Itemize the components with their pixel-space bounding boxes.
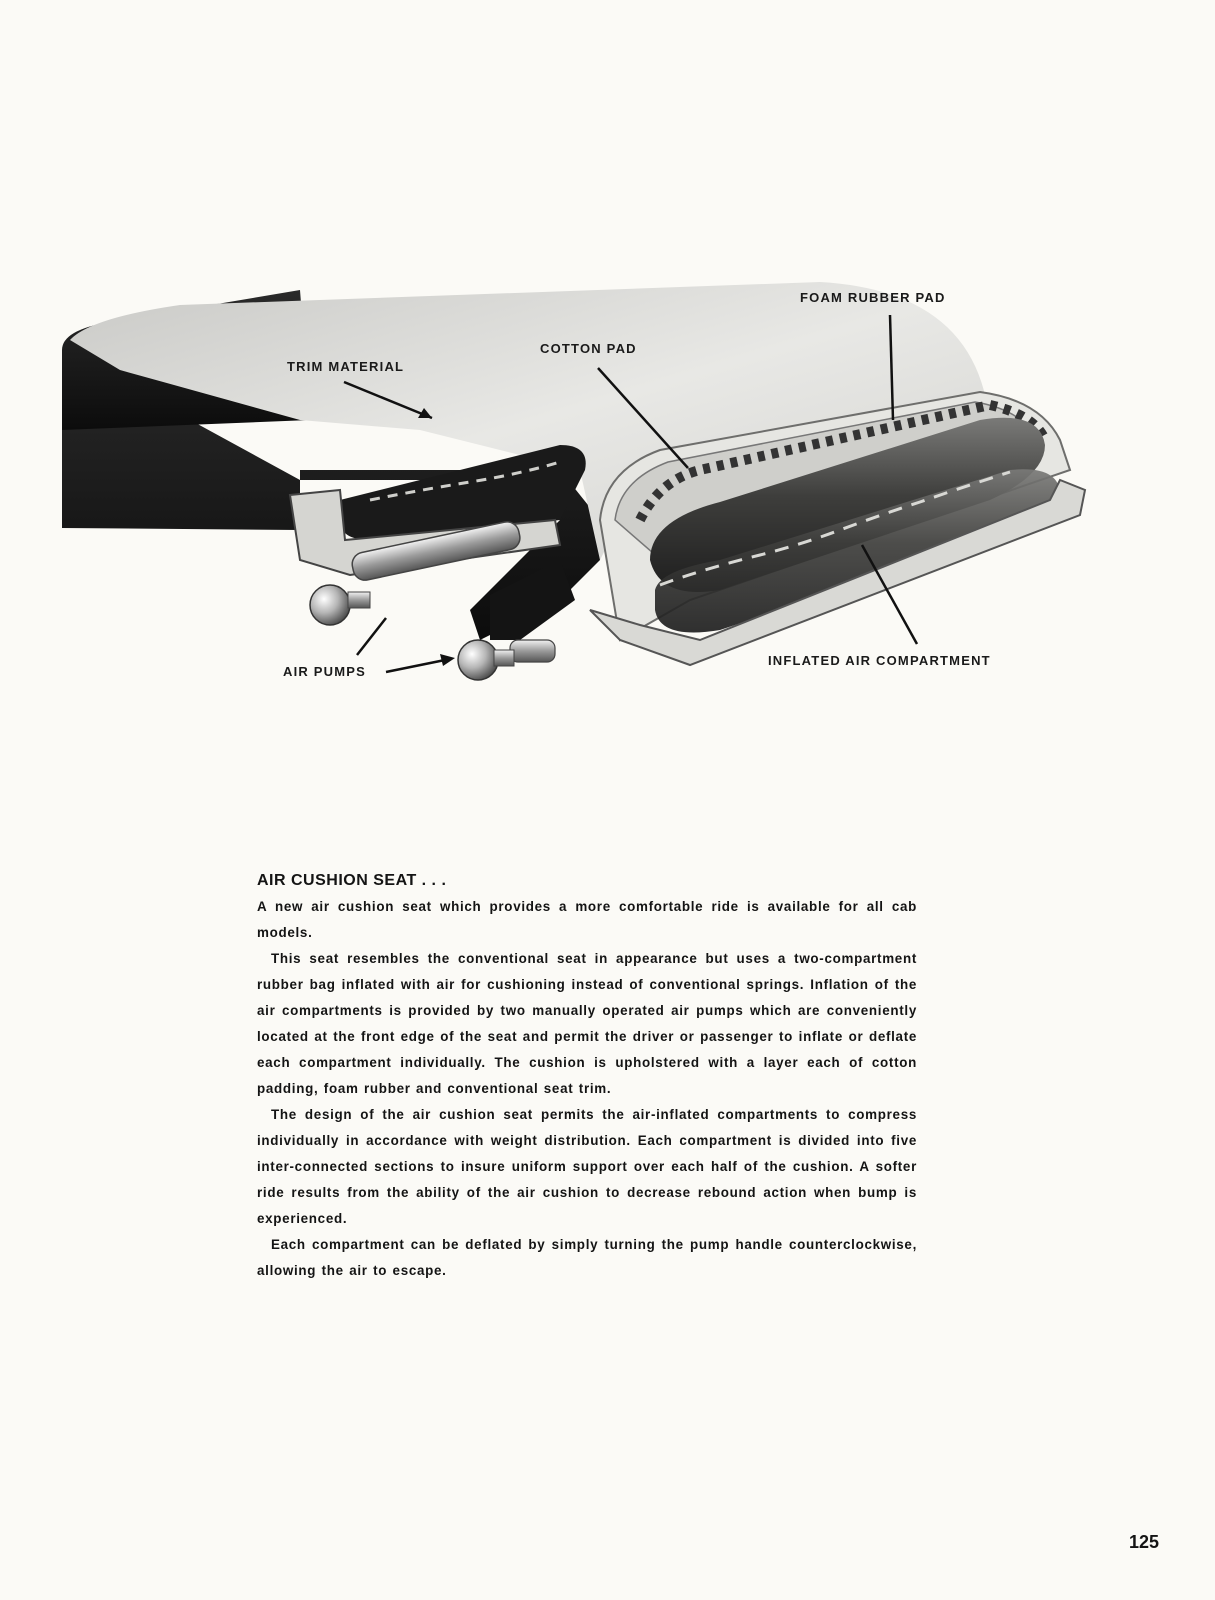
air-pumps-leader-1 bbox=[357, 618, 386, 655]
air-pumps-label: AIR PUMPS bbox=[283, 664, 367, 679]
paragraph-construction: This seat resembles the conventional seat in appearance but uses a two-compartment rubber bag inflated with air for cushioning instead of conventional springs. Inflation of the air compartments is provided by two manually operated air pumps which are conveniently located at the front edge of the seat and permit the driver or passenger to inflate or deflate each compartment individually. The cushion is upholstered with a layer each of cotton padding, foam rubber and conventional seat trim. bbox=[257, 951, 917, 1096]
paragraph-intro: A new air cushion seat which provides a more comfortable ride is available for all cab models. bbox=[257, 899, 917, 940]
trim-material-label: TRIM MATERIAL bbox=[287, 359, 405, 374]
article-heading: AIR CUSHION SEAT . . . bbox=[257, 872, 447, 889]
inflated-air-compartment-label: INFLATED AIR COMPARTMENT bbox=[768, 653, 991, 668]
paragraph-design: The design of the air cushion seat permits the air-inflated compartments to compress individually in accordance with weight distribution. Each compartment is divided into five inter-connected sections to insure uniform support over each half of the cushion. A softer ride results from the ability of the air cushion to decrease rebound action when bump is experienced. bbox=[257, 1107, 917, 1226]
cotton-pad-label: COTTON PAD bbox=[540, 341, 637, 356]
foam-rubber-pad-label: FOAM RUBBER PAD bbox=[800, 290, 946, 305]
article-air-cushion-seat bbox=[257, 872, 917, 1284]
paragraph-deflation: Each compartment can be deflated by simply turning the pump handle counterclockwise, allowing the air to escape. bbox=[257, 1237, 917, 1278]
page-number: 125 bbox=[1128, 1532, 1159, 1552]
air-pumps-leader-2 bbox=[386, 660, 445, 672]
